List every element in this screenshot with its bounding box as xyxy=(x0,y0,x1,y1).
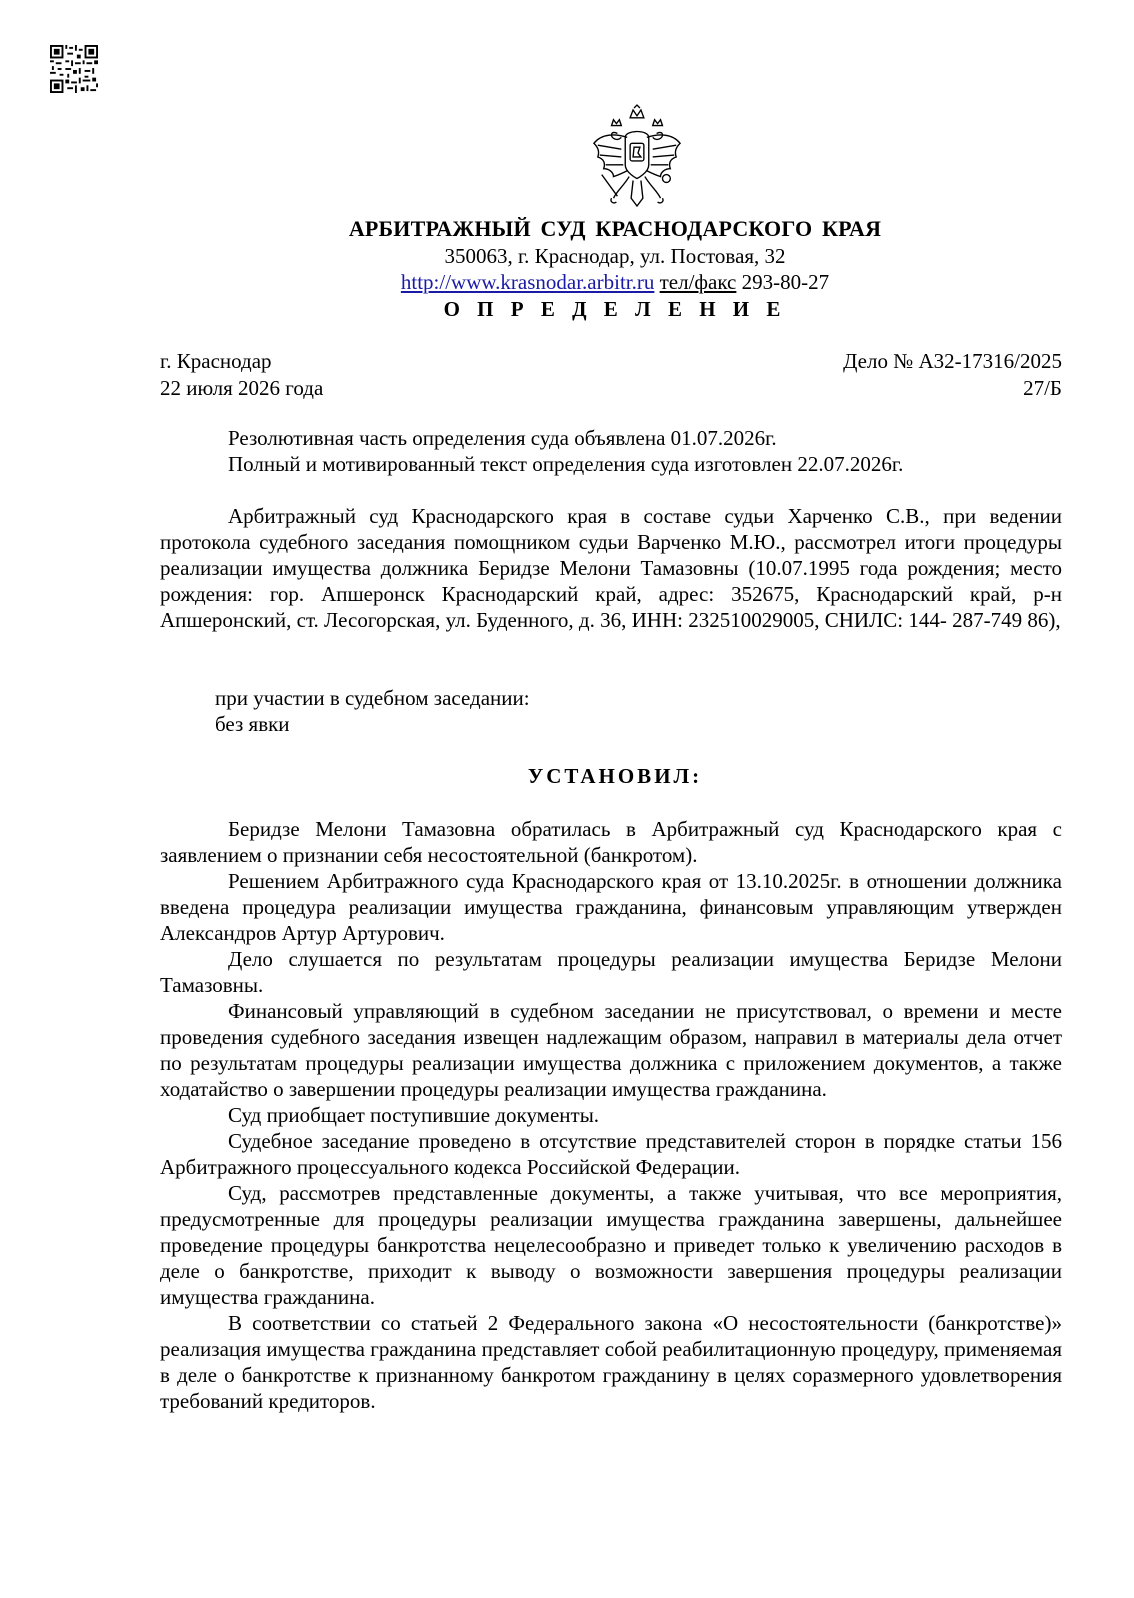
place-date xyxy=(160,348,323,402)
decision-date: 22 июля 2026 года xyxy=(160,376,324,400)
participants-label: при участии в судебном заседании: xyxy=(215,686,530,710)
court-contacts xyxy=(160,270,1070,295)
city: г. Краснодар xyxy=(160,349,272,373)
facts-paragraph: В соответствии со статьей 2 Федерального закона «О несостоятельности (банкротстве)» реализация имущества гражданина представляет собой реабилитационную процедуру, применяемая в деле о банкротстве к признанному банкротом гражданину в целях соразмерного удовлетворения требований кредиторов. xyxy=(160,1311,1062,1413)
case-suffix: 27/Б xyxy=(1023,376,1062,400)
participants-value: без явки xyxy=(215,712,290,736)
resolution-full-text: Полный и мотивированный текст определения суда изготовлен 22.07.2026г. xyxy=(228,452,904,476)
intro-paragraph: Арбитражный суд Краснодарского края в составе судьи Харченко С.В., при ведении протокола судебного заседания помощником судьи Варченко М.Ю., рассмотрел итоги процедуры реализации имущества должника Беридзе Мелони Тамазовны (10.07.1995 года рождения; место рождения: гор. Апшеронск Краснодарский край, адрес: 352675, Краснодарский край, р-н Апшеронский, ст. Лесогорская, ул. Буденного, д. 36, ИНН: 232510029005, СНИЛС: 144- 287-749 86), xyxy=(160,504,1062,632)
court-name: АРБИТРАЖНЫЙ СУД КРАСНОДАРСКОГО КРАЯ xyxy=(348,216,882,241)
court-website-link[interactable]: http://www.krasnodar.arbitr.ru xyxy=(400,270,655,294)
facts-paragraph: Решением Арбитражного суда Краснодарского края от 13.10.2025г. в отношении должника введена процедура реализации имущества гражданина, финансовым управляющим утвержден Александров Артур Артурович. xyxy=(160,869,1062,945)
facts-paragraph: Суд, рассмотрев представленные документы, а также учитывая, что все мероприятия, предусмотренные для процедуры реализации имущества гражданина завершены, дальнейшее проведение процедуры банкротства нецелесообразно и приведет только к увеличению расходов в деле о банкротстве, приходит к выводу о возможности завершения процедуры реализации имущества гражданина. xyxy=(160,1181,1062,1309)
facts-paragraph: Суд приобщает поступившие документы. xyxy=(228,1103,600,1127)
established-heading: УСТАНОВИЛ: xyxy=(527,764,703,788)
fax-number: 293-80-27 xyxy=(741,270,830,294)
resolution-notes xyxy=(160,425,1062,477)
participants-block xyxy=(215,685,530,737)
case-info xyxy=(843,348,1062,402)
case-number: Дело № А32-17316/2025 xyxy=(843,349,1062,373)
intro-section xyxy=(160,503,1062,633)
document-type: О П Р Е Д Е Л Е Н И Е xyxy=(443,297,787,321)
court-address: 350063, г. Краснодар, ул. Постовая, 32 xyxy=(444,244,786,268)
coat-of-arms-emblem xyxy=(588,104,686,208)
qr-code-icon xyxy=(50,45,98,93)
facts-section xyxy=(160,816,1062,1414)
resolution-announced: Резолютивная часть определения суда объявлена 01.07.2026г. xyxy=(228,426,777,450)
facts-paragraph: Финансовый управляющий в судебном заседании не присутствовал, о времени и месте проведения судебного заседания извещен надлежащим образом, направил в материалы дела отчет по результатам процедуры реализации имущества должника с приложением документов, а также ходатайство о завершении процедуры реализации имущества гражданина. xyxy=(160,999,1062,1101)
fax-label: тел/факс xyxy=(659,270,737,294)
facts-paragraph: Беридзе Мелони Тамазовна обратилась в Арбитражный суд Краснодарского края с заявлением о признании себя несостоятельной (банкротом). xyxy=(160,817,1062,867)
facts-paragraph: Дело слушается по результатам процедуры реализации имущества Беридзе Мелони Тамазовны. xyxy=(160,947,1062,997)
facts-paragraph: Судебное заседание проведено в отсутствие представителей сторон в порядке статьи 156 Арбитражного процессуального кодекса Российской Федерации. xyxy=(160,1129,1062,1179)
